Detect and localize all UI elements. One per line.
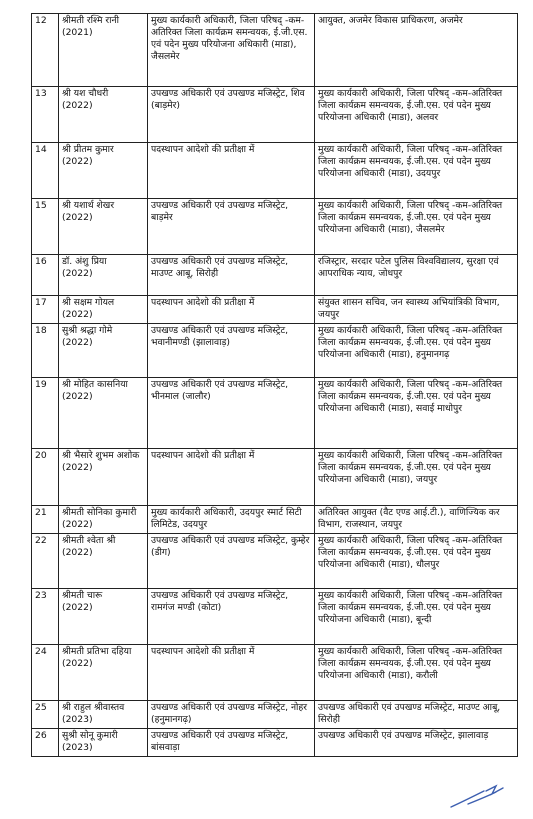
officer-cell xyxy=(59,645,148,701)
officer-name: श्री राहुल श्रीवास्तव xyxy=(62,702,125,713)
table-row xyxy=(32,645,518,701)
current-post: उपखण्ड अधिकारी एवं उपखण्ड मजिस्ट्रेट, बांसवाड़ा xyxy=(148,729,315,757)
current-post: उपखण्ड अधिकारी एवं उपखण्ड मजिस्ट्रेट, रामगंज मण्डी (कोटा) xyxy=(148,589,315,645)
officer-cell xyxy=(59,534,148,589)
batch-year: (2023) xyxy=(62,742,93,753)
table-row xyxy=(32,199,518,255)
current-post: उपखण्ड अधिकारी एवं उपखण्ड मजिस्ट्रेट, शिव (बाड़मेर) xyxy=(148,87,315,143)
serial-number: 24 xyxy=(32,645,59,701)
table-row xyxy=(32,378,518,449)
officer-cell xyxy=(59,14,148,87)
officer-cell xyxy=(59,87,148,143)
serial-number: 21 xyxy=(32,506,59,534)
officer-name: श्री सक्षम गोयल xyxy=(62,297,115,308)
new-post: मुख्य कार्यकारी अधिकारी, जिला परिषद् -कम-अतिरिक्त जिला कार्यक्रम समन्वयक, ई.जी.एस. एवं पदेन मुख्य परियोजना अधिकारी (माडा), अलवर xyxy=(315,87,518,143)
officer-name: श्री प्रीतम कुमार xyxy=(62,144,114,155)
officer-name: श्री यशार्थ शेखर xyxy=(62,200,115,211)
new-post: मुख्य कार्यकारी अधिकारी, जिला परिषद् -कम-अतिरिक्त जिला कार्यक्रम समन्वयक, ई.जी.एस. एवं पदेन मुख्य परियोजना अधिकारी (माडा), हनुमानगढ़ xyxy=(315,324,518,378)
batch-year: (2022) xyxy=(62,309,93,320)
batch-year: (2022) xyxy=(62,658,93,669)
officer-name: श्री यश चौधरी xyxy=(62,88,109,99)
officer-name: डॉ. अंशु प्रिया xyxy=(62,256,107,267)
new-post: रजिस्ट्रार, सरदार पटेल पुलिस विश्वविद्यालय, सुरक्षा एवं आपराधिक न्याय, जोधपुर xyxy=(315,255,518,296)
officer-name: श्री भैसारे शुभम अशोक xyxy=(62,450,140,461)
table-row xyxy=(32,506,518,534)
new-post: अतिरिक्त आयुक्त (वैट एण्ड आई.टी.), वाणिज्यिक कर विभाग, राजस्थान, जयपुर xyxy=(315,506,518,534)
signature-mark xyxy=(448,782,506,810)
officer-cell xyxy=(59,449,148,506)
new-post: आयुक्त, अजमेर विकास प्राधिकरण, अजमेर xyxy=(315,14,518,87)
officer-cell xyxy=(59,729,148,757)
officer-name: श्रीमती रश्मि रानी xyxy=(62,15,119,26)
batch-year: (2022) xyxy=(62,337,93,348)
officer-cell xyxy=(59,378,148,449)
table-row xyxy=(32,729,518,757)
transfer-list-table xyxy=(31,13,518,757)
officer-name: श्रीमती श्वेता श्री xyxy=(62,535,116,546)
new-post: मुख्य कार्यकारी अधिकारी, जिला परिषद् -कम-अतिरिक्त जिला कार्यक्रम समन्वयक, ई.जी.एस. एवं पदेन मुख्य परियोजना अधिकारी (माडा), बून्दी xyxy=(315,589,518,645)
current-post: पदस्थापन आदेशो की प्रतीक्षा में xyxy=(148,645,315,701)
table-row xyxy=(32,255,518,296)
officer-cell xyxy=(59,143,148,199)
new-post: मुख्य कार्यकारी अधिकारी, जिला परिषद् -कम-अतिरिक्त जिला कार्यक्रम समन्वयक, ई.जी.एस. एवं पदेन मुख्य परियोजना अधिकारी (माडा), सवाई माधोपुर xyxy=(315,378,518,449)
serial-number: 14 xyxy=(32,143,59,199)
officer-name: श्रीमती प्रतिभा दहिया xyxy=(62,646,132,657)
batch-year: (2022) xyxy=(62,519,93,530)
current-post: पदस्थापन आदेशो की प्रतीक्षा में xyxy=(148,449,315,506)
table-row xyxy=(32,87,518,143)
current-post: उपखण्ड अधिकारी एवं उपखण्ड मजिस्ट्रेट, भवानीमण्डी (झालावाड़) xyxy=(148,324,315,378)
current-post: पदस्थापन आदेशो की प्रतीक्षा में xyxy=(148,296,315,324)
batch-year: (2022) xyxy=(62,156,93,167)
current-post: उपखण्ड अधिकारी एवं उपखण्ड मजिस्ट्रेट, कुम्हेर (डीग) xyxy=(148,534,315,589)
batch-year: (2022) xyxy=(62,391,93,402)
table-row xyxy=(32,449,518,506)
serial-number: 16 xyxy=(32,255,59,296)
officer-cell xyxy=(59,296,148,324)
table-row xyxy=(32,701,518,729)
table-row xyxy=(32,143,518,199)
serial-number: 13 xyxy=(32,87,59,143)
table-row xyxy=(32,14,518,87)
batch-year: (2022) xyxy=(62,547,93,558)
serial-number: 19 xyxy=(32,378,59,449)
batch-year: (2022) xyxy=(62,462,93,473)
officer-cell xyxy=(59,701,148,729)
serial-number: 20 xyxy=(32,449,59,506)
officer-name: श्रीमती चारू xyxy=(62,590,103,601)
officer-cell xyxy=(59,199,148,255)
new-post: मुख्य कार्यकारी अधिकारी, जिला परिषद् -कम-अतिरिक्त जिला कार्यक्रम समन्वयक, ई.जी.एस. एवं पदेन मुख्य परियोजना अधिकारी (माडा), धौलपुर xyxy=(315,534,518,589)
officer-cell xyxy=(59,506,148,534)
serial-number: 12 xyxy=(32,14,59,87)
table-row xyxy=(32,324,518,378)
new-post: मुख्य कार्यकारी अधिकारी, जिला परिषद् -कम-अतिरिक्त जिला कार्यक्रम समन्वयक, ई.जी.एस. एवं पदेन मुख्य परियोजना अधिकारी (माडा), करौली xyxy=(315,645,518,701)
serial-number: 18 xyxy=(32,324,59,378)
new-post: उपखण्ड अधिकारी एवं उपखण्ड मजिस्ट्रेट, माउण्ट आबू, सिरोही xyxy=(315,701,518,729)
batch-year: (2021) xyxy=(62,27,93,38)
table-row xyxy=(32,534,518,589)
current-post: उपखण्ड अधिकारी एवं उपखण्ड मजिस्ट्रेट, बाड़मेर xyxy=(148,199,315,255)
current-post: मुख्य कार्यकारी अधिकारी, उदयपुर स्मार्ट सिटी लिमिटेड, उदयपुर xyxy=(148,506,315,534)
batch-year: (2023) xyxy=(62,714,93,725)
serial-number: 26 xyxy=(32,729,59,757)
signature-stroke xyxy=(451,786,503,807)
officer-name: श्री मोहित कासनिया xyxy=(62,379,128,390)
officer-cell xyxy=(59,255,148,296)
batch-year: (2022) xyxy=(62,602,93,613)
table-row xyxy=(32,296,518,324)
new-post: मुख्य कार्यकारी अधिकारी, जिला परिषद् -कम-अतिरिक्त जिला कार्यक्रम समन्वयक, ई.जी.एस. एवं पदेन मुख्य परियोजना अधिकारी (माडा), उदयपुर xyxy=(315,143,518,199)
new-post: मुख्य कार्यकारी अधिकारी, जिला परिषद् -कम-अतिरिक्त जिला कार्यक्रम समन्वयक, ई.जी.एस. एवं पदेन मुख्य परियोजना अधिकारी (माडा), जयपुर xyxy=(315,449,518,506)
officer-name: सुश्री सोनू कुमारी xyxy=(62,730,118,741)
new-post: संयुक्त शासन सचिव, जन स्वास्थ्य अभियांत्रिकी विभाग, जयपुर xyxy=(315,296,518,324)
serial-number: 25 xyxy=(32,701,59,729)
current-post: मुख्य कार्यकारी अधिकारी, जिला परिषद् -कम-अतिरिक्त जिला कार्यक्रम समन्वयक, ई.जी.एस. एवं पदेन मुख्य परियोजना अधिकारी (माडा), जैसलमेर xyxy=(148,14,315,87)
current-post: उपखण्ड अधिकारी एवं उपखण्ड मजिस्ट्रेट, माउण्ट आबू, सिरोही xyxy=(148,255,315,296)
serial-number: 23 xyxy=(32,589,59,645)
serial-number: 17 xyxy=(32,296,59,324)
officer-name: सुश्री श्रद्धा गोमे xyxy=(62,325,113,336)
new-post: मुख्य कार्यकारी अधिकारी, जिला परिषद् -कम-अतिरिक्त जिला कार्यक्रम समन्वयक, ई.जी.एस. एवं पदेन मुख्य परियोजना अधिकारी (माडा), जैसलमेर xyxy=(315,199,518,255)
current-post: उपखण्ड अधिकारी एवं उपखण्ड मजिस्ट्रेट, नोहर (हनुमानगढ़) xyxy=(148,701,315,729)
officer-name: श्रीमती सोनिका कुमारी xyxy=(62,507,137,518)
new-post: उपखण्ड अधिकारी एवं उपखण्ड मजिस्ट्रेट, झालावाड़ xyxy=(315,729,518,757)
serial-number: 22 xyxy=(32,534,59,589)
officer-cell xyxy=(59,324,148,378)
batch-year: (2022) xyxy=(62,100,93,111)
batch-year: (2022) xyxy=(62,212,93,223)
officer-cell xyxy=(59,589,148,645)
batch-year: (2022) xyxy=(62,268,93,279)
table-row xyxy=(32,589,518,645)
serial-number: 15 xyxy=(32,199,59,255)
current-post: पदस्थापन आदेशो की प्रतीक्षा में xyxy=(148,143,315,199)
current-post: उपखण्ड अधिकारी एवं उपखण्ड मजिस्ट्रेट, भीनमाल (जालौर) xyxy=(148,378,315,449)
